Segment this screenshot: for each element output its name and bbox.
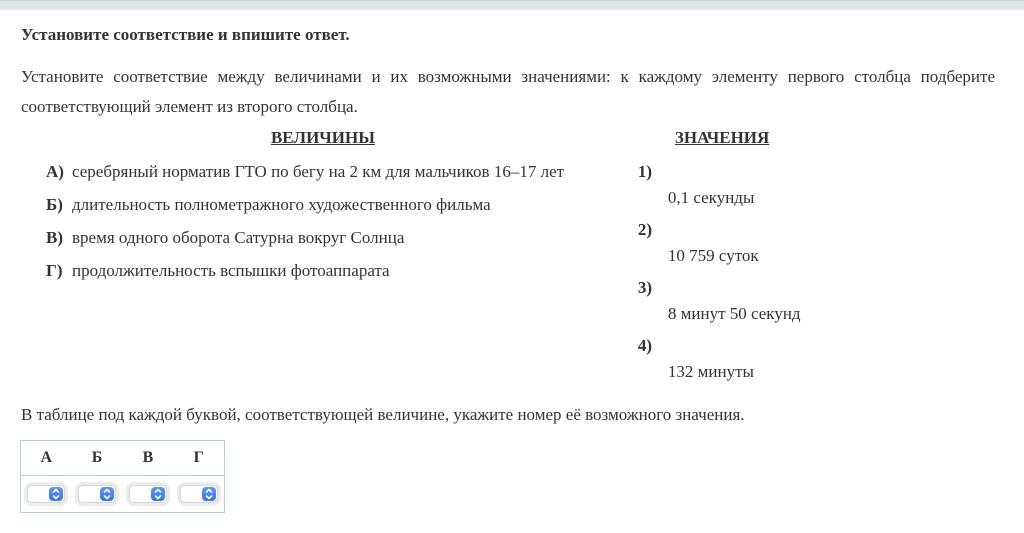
task-page: [0, 25, 1024, 513]
answer-header-b: Б: [72, 441, 123, 476]
item-text: продолжительность вспышки фотоаппарата: [72, 261, 390, 280]
answer-select-a[interactable]: [27, 485, 65, 503]
answer-header-a: А: [21, 441, 72, 476]
quantity-item-a: [46, 161, 625, 182]
answer-header-g: Г: [174, 441, 225, 476]
item-letter: А): [46, 162, 64, 181]
quantity-item-g: [46, 260, 625, 281]
value-item-3: [638, 277, 995, 324]
value-text: 132 минуты: [667, 362, 754, 381]
up-down-chevron-icon: [100, 487, 114, 501]
values-column: [625, 128, 995, 393]
answer-table-instruction: В таблице под каждой буквой, соответствующей величине, укажите номер её возможного значения.: [21, 405, 745, 424]
value-text: 10 759 суток: [667, 246, 759, 265]
item-text: время одного оборота Сатурна вокруг Солнца: [72, 228, 405, 247]
quantity-item-v: [46, 227, 625, 248]
answer-table: [20, 440, 225, 513]
up-down-chevron-icon: [151, 487, 165, 501]
item-letter: Г): [46, 261, 63, 280]
matching-columns: [21, 128, 995, 393]
value-number: 3): [637, 278, 653, 297]
quantities-header: ВЕЛИЧИНЫ: [270, 128, 375, 147]
value-item-2: [638, 219, 995, 266]
top-strip: [0, 0, 1024, 10]
item-letter: В): [46, 228, 63, 247]
answer-header-v: В: [123, 441, 174, 476]
task-instruction: Установите соответствие между величинами и их возможными значениями: к каждому элементу первого столбца подберите соответствующий элемент из второго столбца.: [21, 67, 995, 116]
quantities-list: [46, 161, 625, 281]
value-number: 4): [637, 336, 653, 355]
up-down-chevron-icon: [49, 487, 63, 501]
item-text: серебряный норматив ГТО по бегу на 2 км для мальчиков 16–17 лет: [72, 162, 565, 181]
answer-table-select-row: [21, 476, 225, 513]
quantity-item-b: [46, 194, 625, 215]
values-list: [638, 161, 995, 382]
answer-select-g[interactable]: [180, 485, 218, 503]
page-title: Установите соответствие и впишите ответ.: [21, 25, 350, 44]
answer-select-b[interactable]: [78, 485, 116, 503]
value-text: 8 минут 50 секунд: [667, 304, 801, 323]
values-header: ЗНАЧЕНИЯ: [674, 128, 770, 147]
answer-select-v[interactable]: [129, 485, 167, 503]
item-text: длительность полнометражного художественного фильма: [72, 195, 491, 214]
value-number: 2): [637, 220, 653, 239]
value-item-1: [638, 161, 995, 208]
value-text: 0,1 секунды: [667, 188, 755, 207]
value-item-4: [638, 335, 995, 382]
up-down-chevron-icon: [202, 487, 216, 501]
answer-table-header-row: [21, 441, 225, 476]
quantities-column: [21, 128, 625, 393]
item-letter: Б): [46, 195, 63, 214]
value-number: 1): [637, 162, 653, 181]
